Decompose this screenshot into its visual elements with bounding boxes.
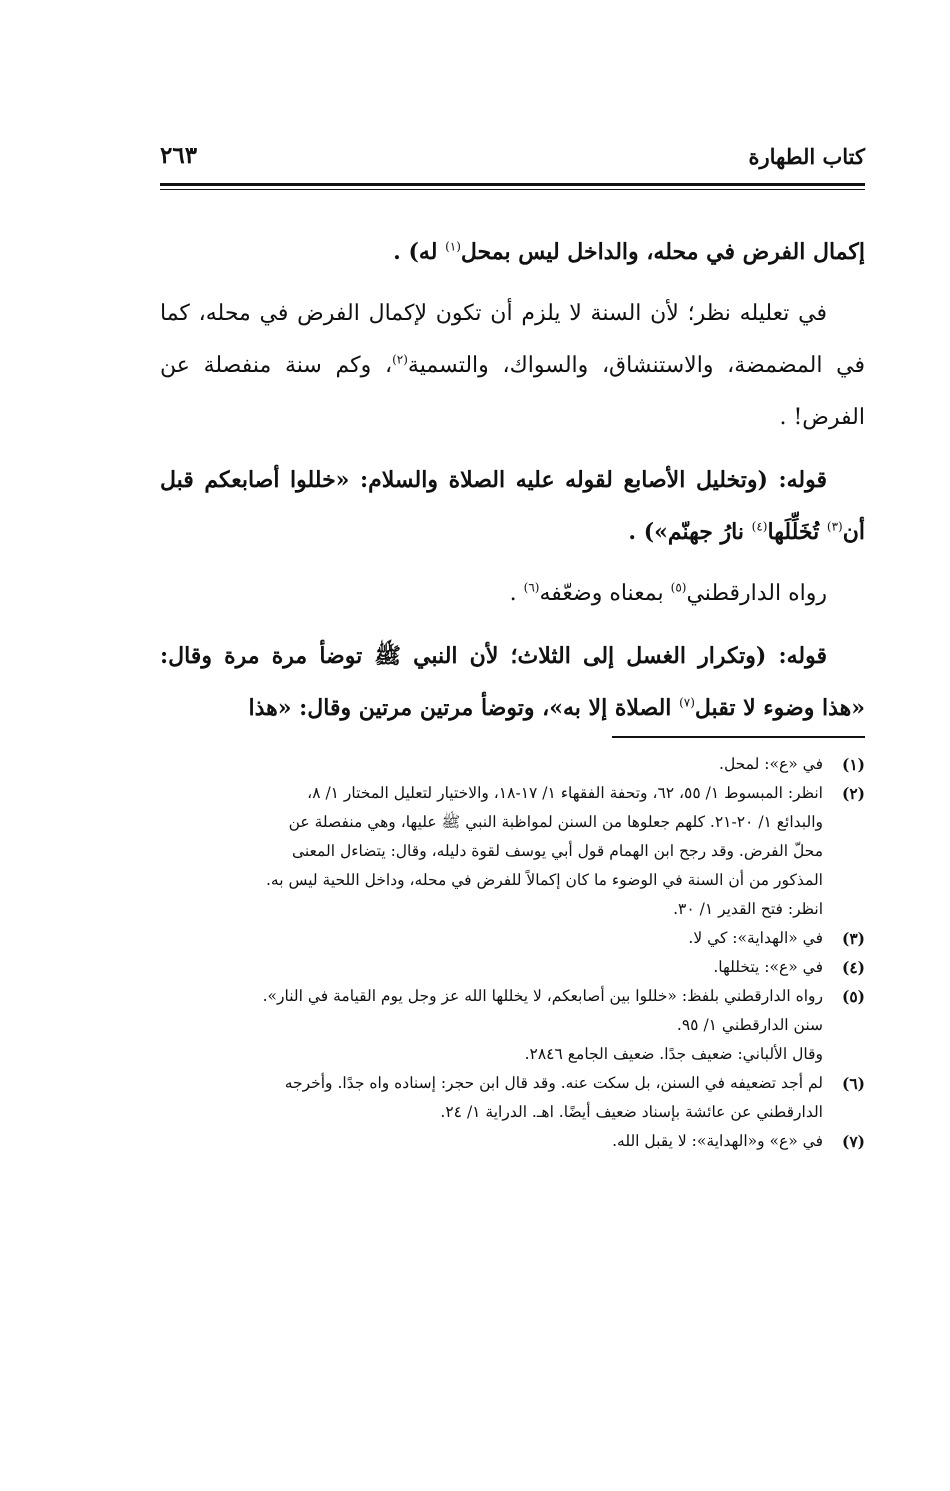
footnote-text: في «ع»: يتخللها. [713,958,823,976]
page-number: ٢٦٣ [160,142,198,169]
footnote-ref-5[interactable]: (٥) [670,580,687,595]
footnote-text: سنن الدارقطني ١/ ٩٥. [676,1016,823,1034]
header-rule-thin [160,189,865,190]
footnote-text: في «الهداية»: كي لا. [688,929,823,947]
footnote-number: (٦) [841,1074,865,1093]
footnote-text: في «ع»: لمحل. [719,755,823,773]
footnote-text: الدارقطني عن عائشة بإسناد ضعيف أيضًا. اهـ. الدراية ١/ ٢٤. [440,1103,823,1121]
chapter-title: كتاب الطهارة [748,144,865,169]
footnote-2 [160,779,865,924]
footnote-text: انظر: فتح القدير ١/ ٣٠. [673,900,823,918]
footnote-text: محلّ الفرض. وقد رجح ابن الهمام قول أبي يوسف لقوة دليله، وقال: يتضاءل المعنى [291,842,823,860]
footnote-ref-6[interactable]: (٦) [523,580,540,595]
footnote-text: انظر: المبسوط ١/ ٥٥، ٦٢، وتحفة الفقهاء ١/ ١٧-١٨، والاختيار لتعليل المختار ١/ ٨، [307,784,823,802]
footnote-number: (١) [841,755,865,774]
footnote-number: (٣) [841,929,865,948]
paragraph-2: في تعليله نظر؛ لأن السنة لا يلزم أن تكون لإكمال الفرض في محله، كما في المضمضة، والاستنشاق، والسواك، والتسمية$^{(٢)}$، وكم سنة منفصلة عن الفرض! . [160,301,865,430]
footnote-ref-7[interactable]: (٧) [679,695,695,710]
footnote-text: في «ع» و«الهداية»: لا يقبل الله. [612,1132,823,1150]
footnote-3 [160,924,865,953]
footnote-ref-4[interactable]: (٤) [751,519,768,534]
paragraph-5: قوله: (وتكرار الغسل إلى الثلاث؛ لأن النبي ﷺ توضأ مرة مرة وقال: «هذا وضوء لا تقبل$^{(٧)}$ الصلاة إلا به»، وتوضأ مرتين مرتين وقال: «هذا [160,643,865,721]
paragraph-1: إكمال الفرض في محله، والداخل ليس بمحل$^{(١)}$ له) . [393,239,865,265]
footnote-6 [160,1069,865,1127]
paragraph-4: رواه الدارقطني$^{(٥)}$ بمعناه وضعّفه$^{(٦)}$ . [509,580,827,606]
footnote-number: (٤) [841,958,865,977]
main-text [160,226,865,744]
footnote-separator [612,736,865,738]
paragraph-3: قوله: (وتخليل الأصابع لقوله عليه الصلاة والسلام: «خللوا أصابعكم قبل أن$^{(٣)}$ تُخَلِّلَها$^{(٤)}$ نارُ جهنّم») . [160,467,865,545]
footnote-ref-2[interactable]: (٢) [392,352,408,367]
footnote-number: (٢) [841,784,865,803]
footnote-text: المذكور من أن السنة في الوضوء ما كان إكمالاً للفرض في محله، وداخل اللحية ليس به. [265,871,823,889]
footnote-5 [160,982,865,1069]
footnote-4 [160,953,865,982]
footnotes [160,750,865,1156]
footnote-text: والبدائع ١/ ٢٠-٢١. كلهم جعلوها من السنن لمواظبة النبي ﷺ عليها، وهي منفصلة عن [288,813,823,831]
footnote-ref-1[interactable]: (١) [445,239,461,254]
footnote-1 [160,750,865,779]
footnote-number: (٧) [841,1132,865,1151]
footnote-text: لم أجد تضعيفه في السنن، بل سكت عنه. وقد قال ابن حجر: إسناده واه جدًا. وأخرجه [284,1074,823,1092]
footnote-text: وقال الألباني: ضعيف جدًا. ضعيف الجامع ٢٨٤٦. [524,1045,823,1063]
header-rule-thick [160,183,865,186]
running-header [160,140,865,180]
footnote-7 [160,1127,865,1156]
footnote-ref-3[interactable]: (٣) [826,519,843,534]
footnote-text: رواه الدارقطني بلفظ: «خللوا بين أصابعكم، لا يخللها الله عز وجل يوم القيامة في النار». [262,987,823,1005]
footnote-number: (٥) [841,987,865,1006]
